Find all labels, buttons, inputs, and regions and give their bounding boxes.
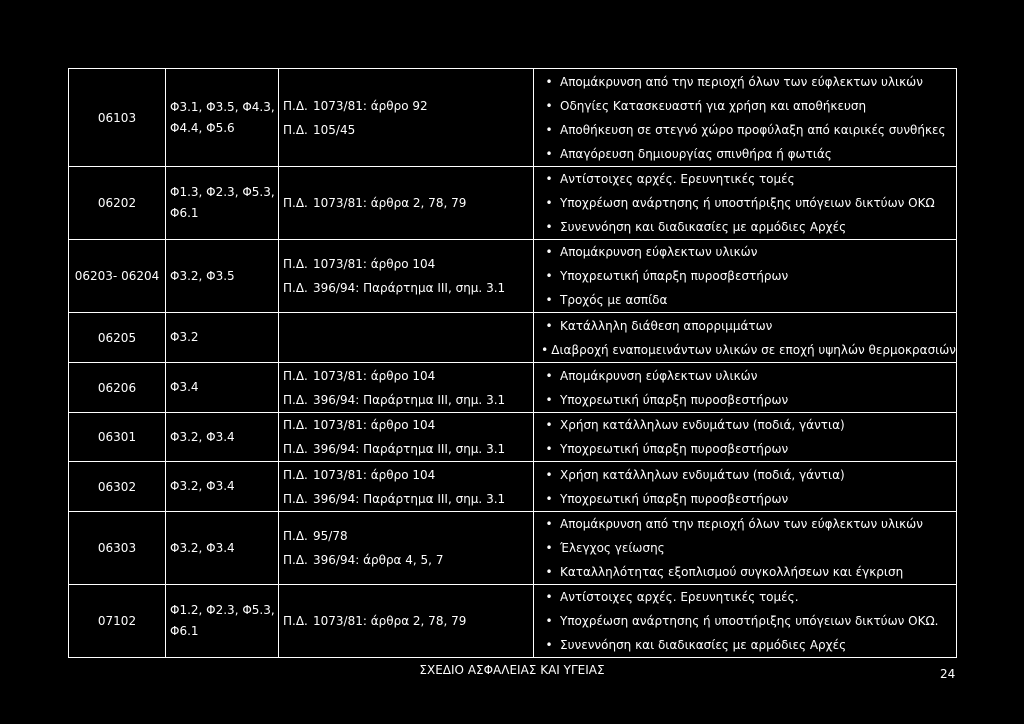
decree-ref: 1073/81: άρθρα 2, 78, 79	[313, 614, 467, 628]
row-refs	[166, 240, 279, 313]
measure-item: • Αντίστοιχες αρχές. Ερευνητικές τομές.	[538, 585, 956, 609]
measure-item: • Απομάκρυνση από την περιοχή όλων των εύφλεκτων υλικών	[538, 512, 956, 536]
measure-item: • Διαβροχή εναπομεινάντων υλικών σε εποχή υψηλών θερμοκρασιών	[538, 338, 956, 362]
legislation-line	[283, 524, 533, 548]
legislation-line	[283, 548, 533, 572]
measure-item: • Οδηγίες Κατασκευαστή για χρήση και αποθήκευση	[538, 94, 956, 118]
row-legislation	[279, 313, 534, 363]
table-row	[69, 462, 957, 512]
row-refs	[166, 462, 279, 512]
decree-prefix: Π.Δ.	[283, 196, 308, 210]
measure-item: • Απομάκρυνση από την περιοχή όλων των εύφλεκτων υλικών	[538, 70, 956, 94]
decree-prefix: Π.Δ.	[283, 122, 308, 137]
measure-item: • Κατάλληλη διάθεση απορριμμάτων	[538, 314, 956, 338]
ref-line: Φ6.1	[170, 624, 199, 638]
row-code: 06301	[69, 413, 166, 462]
row-refs	[166, 512, 279, 585]
decree-prefix: Π.Δ.	[283, 614, 308, 628]
decree-ref: 1073/81: άρθρο 104	[313, 418, 436, 432]
ref-line: Φ6.1	[170, 206, 199, 220]
measure-item: • Χρήση κατάλληλων ενδυμάτων (ποδιά, γάντια)	[538, 413, 956, 437]
measure-item: • Υποχρεωτική ύπαρξη πυροσβεστήρων	[538, 388, 956, 412]
table-row	[69, 585, 957, 658]
decree-ref: 1073/81: άρθρο 104	[313, 467, 436, 482]
decree-prefix: Π.Δ.	[283, 281, 308, 295]
row-legislation	[279, 363, 534, 413]
ref-line: Φ3.2, Φ3.5	[170, 268, 235, 283]
decree-prefix: Π.Δ.	[283, 418, 308, 432]
measure-item: • Τροχός με ασπίδα	[538, 288, 956, 312]
decree-ref: 1073/81: άρθρο 104	[313, 257, 436, 271]
legislation-line	[283, 388, 533, 412]
legislation-line	[283, 487, 533, 511]
table-row	[69, 69, 957, 167]
row-refs	[166, 313, 279, 363]
measure-item: • Απομάκρυνση εύφλεκτων υλικών	[538, 364, 956, 388]
row-code: 06206	[69, 363, 166, 413]
footer-title: ΣΧΕΔΙΟ ΑΣΦΑΛΕΙΑΣ ΚΑΙ ΥΓΕΙΑΣ	[419, 663, 605, 677]
row-measures	[534, 413, 957, 462]
decree-ref: 95/78	[313, 529, 348, 543]
decree-ref: 396/94: Παράρτημα ΙΙΙ, σημ. 3.1	[313, 392, 506, 407]
measure-item: • Αντίστοιχες αρχές. Ερευνητικές τομές	[538, 167, 956, 191]
page-number: 24	[940, 667, 956, 681]
decree-prefix: Π.Δ.	[283, 529, 308, 543]
measure-item: • Υποχρέωση ανάρτησης ή υποστήριξης υπόγειων δικτύων ΟΚΩ.	[538, 609, 956, 633]
legislation-line	[283, 413, 533, 437]
decree-ref: 1073/81: άρθρο 92	[313, 98, 428, 113]
decree-ref: 1073/81: άρθρα 2, 78, 79	[313, 196, 467, 210]
ref-line: Φ4.4, Φ5.6	[170, 120, 235, 135]
decree-prefix: Π.Δ.	[283, 257, 308, 271]
row-code: 06103	[69, 69, 166, 167]
table-row	[69, 512, 957, 585]
row-code: 07102	[69, 585, 166, 658]
row-legislation	[279, 413, 534, 462]
row-code: 06302	[69, 462, 166, 512]
decree-prefix: Π.Δ.	[283, 98, 308, 113]
decree-prefix: Π.Δ.	[283, 442, 308, 456]
legislation-line	[283, 609, 533, 633]
row-legislation	[279, 585, 534, 658]
decree-prefix: Π.Δ.	[283, 368, 308, 383]
row-refs	[166, 585, 279, 658]
ref-line: Φ3.4	[170, 380, 199, 394]
row-code: 06202	[69, 167, 166, 240]
measure-item: • Συνεννόηση και διαδικασίες με αρμόδιες Αρχές	[538, 633, 956, 657]
measure-item: • Απαγόρευση δημιουργίας σπινθήρα ή φωτιάς	[538, 142, 956, 166]
legislation-line	[283, 463, 533, 487]
row-legislation	[279, 167, 534, 240]
decree-prefix: Π.Δ.	[283, 491, 308, 506]
row-measures	[534, 462, 957, 512]
row-measures	[534, 512, 957, 585]
measure-item: • Απομάκρυνση εύφλεκτων υλικών	[538, 240, 956, 264]
row-code: 06203- 06204	[69, 240, 166, 313]
table-row	[69, 167, 957, 240]
decree-ref: 396/94: Παράρτημα ΙΙΙ, σημ. 3.1	[313, 491, 506, 506]
legislation-line	[283, 276, 533, 300]
ref-line: Φ3.2, Φ3.4	[170, 540, 235, 555]
legislation-line	[283, 364, 533, 388]
row-refs	[166, 69, 279, 167]
row-refs	[166, 363, 279, 413]
legislation-line	[283, 437, 533, 461]
measure-item: • Καταλληλότητας εξοπλισμού συγκολλήσεων και έγκριση	[538, 560, 956, 584]
decree-prefix: Π.Δ.	[283, 467, 308, 482]
ref-line: Φ3.2, Φ3.4	[170, 429, 235, 444]
row-measures	[534, 313, 957, 363]
row-refs	[166, 413, 279, 462]
measure-item: • Έλεγχος γείωσης	[538, 536, 956, 560]
row-measures	[534, 69, 957, 167]
ref-line: Φ1.3, Φ2.3, Φ5.3,	[170, 185, 275, 199]
legislation-line	[283, 118, 533, 142]
measure-item: • Υποχρεωτική ύπαρξη πυροσβεστήρων	[538, 437, 956, 461]
table-row	[69, 313, 957, 363]
ref-line: Φ1.2, Φ2.3, Φ5.3,	[170, 603, 275, 617]
safety-measures-table	[68, 68, 957, 658]
decree-prefix: Π.Δ.	[283, 553, 308, 567]
measure-item: • Συνεννόηση και διαδικασίες με αρμόδιες Αρχές	[538, 215, 956, 239]
row-legislation	[279, 240, 534, 313]
table-row	[69, 363, 957, 413]
legislation-line	[283, 252, 533, 276]
measure-item: • Υποχρέωση ανάρτησης ή υποστήριξης υπόγειων δικτύων ΟΚΩ	[538, 191, 956, 215]
legislation-line	[283, 191, 533, 215]
row-measures	[534, 167, 957, 240]
decree-ref: 1073/81: άρθρο 104	[313, 368, 436, 383]
decree-prefix: Π.Δ.	[283, 392, 308, 407]
decree-ref: 105/45	[313, 122, 356, 137]
row-legislation	[279, 512, 534, 585]
table-row	[69, 240, 957, 313]
row-refs	[166, 167, 279, 240]
measure-item: • Χρήση κατάλληλων ενδυμάτων (ποδιά, γάντια)	[538, 463, 956, 487]
decree-ref: 396/94: Παράρτημα ΙΙΙ, σημ. 3.1	[313, 442, 506, 456]
row-measures	[534, 585, 957, 658]
row-code: 06205	[69, 313, 166, 363]
ref-line: Φ3.2	[170, 330, 199, 344]
measure-item: • Αποθήκευση σε στεγνό χώρο προφύλαξη από καιρικές συνθήκες	[538, 118, 956, 142]
row-code: 06303	[69, 512, 166, 585]
row-measures	[534, 363, 957, 413]
row-legislation	[279, 462, 534, 512]
table-row	[69, 413, 957, 462]
row-measures	[534, 240, 957, 313]
row-legislation	[279, 69, 534, 167]
measure-item: • Υποχρεωτική ύπαρξη πυροσβεστήρων	[538, 487, 956, 511]
decree-ref: 396/94: Παράρτημα ΙΙΙ, σημ. 3.1	[313, 281, 506, 295]
decree-ref: 396/94: άρθρα 4, 5, 7	[313, 553, 444, 567]
ref-line: Φ3.1, Φ3.5, Φ4.3,	[170, 99, 275, 114]
measure-item: • Υποχρεωτική ύπαρξη πυροσβεστήρων	[538, 264, 956, 288]
ref-line: Φ3.2, Φ3.4	[170, 479, 235, 493]
legislation-line	[283, 94, 533, 118]
